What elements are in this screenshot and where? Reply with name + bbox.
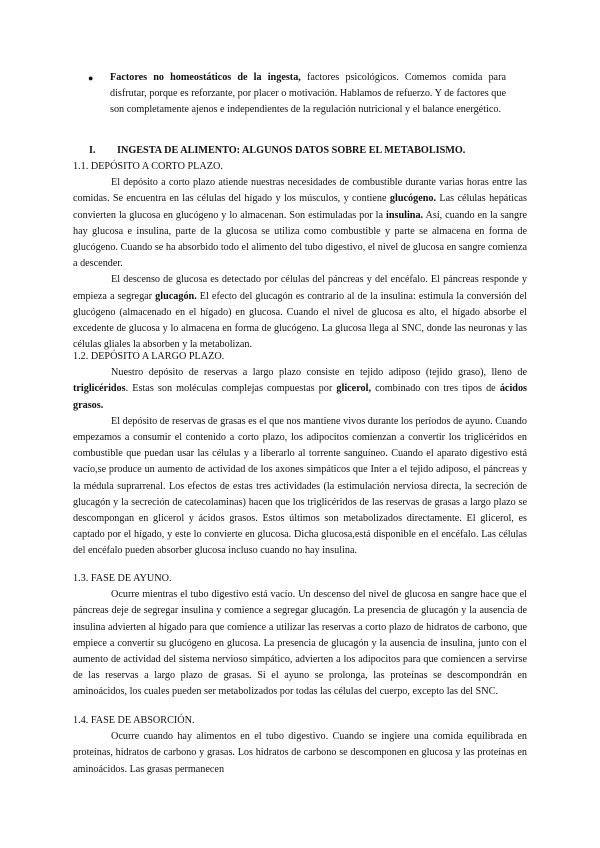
section-2-paragraph-1: Nuestro depósito de reservas a largo plazo consiste en tejido adiposo (tejido graso), lleno de triglicéridos. Estas son moléculas complejas compuestas por glicerol, combinado con tres tipos de ácidos grasos. — [73, 367, 527, 411]
bullet-item — [110, 70, 506, 119]
section-4-title: 1.4. FASE DE ABSORCIÓN. — [73, 715, 195, 726]
bullet-text: factores psicológicos. Comemos comida para disfrutar, porque es reforzante, por placer o motivación. Hablamos de refuerzo. Y de factores que son completamente ajenos e independientes de la regulación nutricional y el balance energético. — [110, 72, 506, 116]
section-2-paragraph-2: El depósito de reservas de grasas es el que nos mantiene vivos durante los períodos de ayuno. Cuando empezamos a consumir el contenido a corto plazo, los adipocitos comienzan a convertir los triglicéridos en combustible que puedan usar las células y a liberarlo al torrente sanguíneo. Cuando el aparato digestivo está vacío,se produce un aumento de actividad de los axones simpáticos que Inter a el tejido adiposo, el páncreas y la médula suprarrenal. Los efectos de estas tres actividades (la estimulación nerviosa directa, la secreción de glucagón y la secreción de catecolaminas) hacen que los triglicéridos de las reservas de grasas a largo plazo se descompongan en glicerol y ácidos grasos. Estos últimos son metabolizados directamente. El glicerol, es captado por el hígado, y este lo convierte en glucosa. Dicha glucosa,está disponible en el encéfalo. Las células del encéfalo pueden absorber glucosa incluso cuando no hay insulina. — [73, 415, 527, 557]
section-2-title: 1.2. DEPÓSITO A LARGO PLAZO. — [73, 351, 225, 362]
heading-title: INGESTA DE ALIMENTO: ALGUNOS DATOS SOBRE EL METABOLISMO. — [117, 145, 466, 156]
section-4 — [73, 713, 527, 778]
section-3-paragraph-1: Ocurre mientras el tubo digestivo está vacío. Un descenso del nivel de glucosa en sangre hace que el páncreas deje de segregar insulina y comience a segregar glucagón. La presencia de glucagón y la ausencia de insulina advierten al hígado para que comience a utilizar las reservas a corto plazo de hidratos de carbono, que empiece a convertir su glucógeno en glucosa. La presencia de glucagón y la ausencia de insulina, junto con el aumento de actividad del sistema nervioso simpático, advierten a los adipocitos para que comiencen a servirse de las reservas a largo plazo de grasas. Si el ayuno se prolonga, las proteínas se descompondrán en aminoácidos, los cuales pueden ser metabolizados por todas las células del cuerpo, excepto las del SNC. — [73, 589, 527, 698]
section-3 — [73, 571, 527, 701]
section-1-paragraph-2: El descenso de glucosa es detectado por células del páncreas y del encéfalo. El páncreas responde y empieza a segregar glucagón. El efecto del glucagón es contrario al de la insulina: estimula la conversión del glucógeno (almacenado en el hígado) en glucosa. Cuando el nivel de glucosa es alto, el hígado absorbe el excedente de glucosa y lo almacena en forma de glucógeno. La glucosa llega al SNC, donde las neuronas y las células gliales la absorben y la metabolizan. — [73, 274, 527, 351]
section-1 — [73, 159, 527, 353]
bullet-icon: ● — [88, 73, 94, 83]
section-1-title: 1.1. DEPÓSITO A CORTO PLAZO. — [73, 161, 223, 172]
section-1-paragraph-1: El depósito a corto plazo atiende nuestras necesidades de combustible durante varias horas entre las comidas. Se encuentra en las células del hígado y los músculos, y contiene glucógeno. Las células hepáticas convierten la glucosa en glucógeno y lo almacenan. Son estimuladas por la insulina. Así, cuando en la sangre hay glucosa e insulina, parte de la glucosa se utiliza como combustible y parte se almacena en forma de glucógeno. Cuando se ha absorbido todo el alimento del tubo digestivo, el nivel de glucosa en sangre comienza a descender. — [73, 177, 527, 270]
heading-number: I. — [89, 145, 96, 156]
main-heading — [73, 143, 527, 159]
section-2 — [73, 349, 527, 560]
section-4-paragraph-1: Ocurre cuando hay alimentos en el tubo digestivo. Cuando se ingiere una comida equilibrada en proteínas, hidratos de carbono y grasas. Los hidratos de carbono se descomponen en glucosa y las proteínas en aminoácidos. Las grasas permanecen — [73, 731, 527, 775]
section-3-title: 1.3. FASE DE AYUNO. — [73, 573, 172, 584]
bullet-bold: Factores no homeostáticos de la ingesta, — [110, 72, 301, 83]
